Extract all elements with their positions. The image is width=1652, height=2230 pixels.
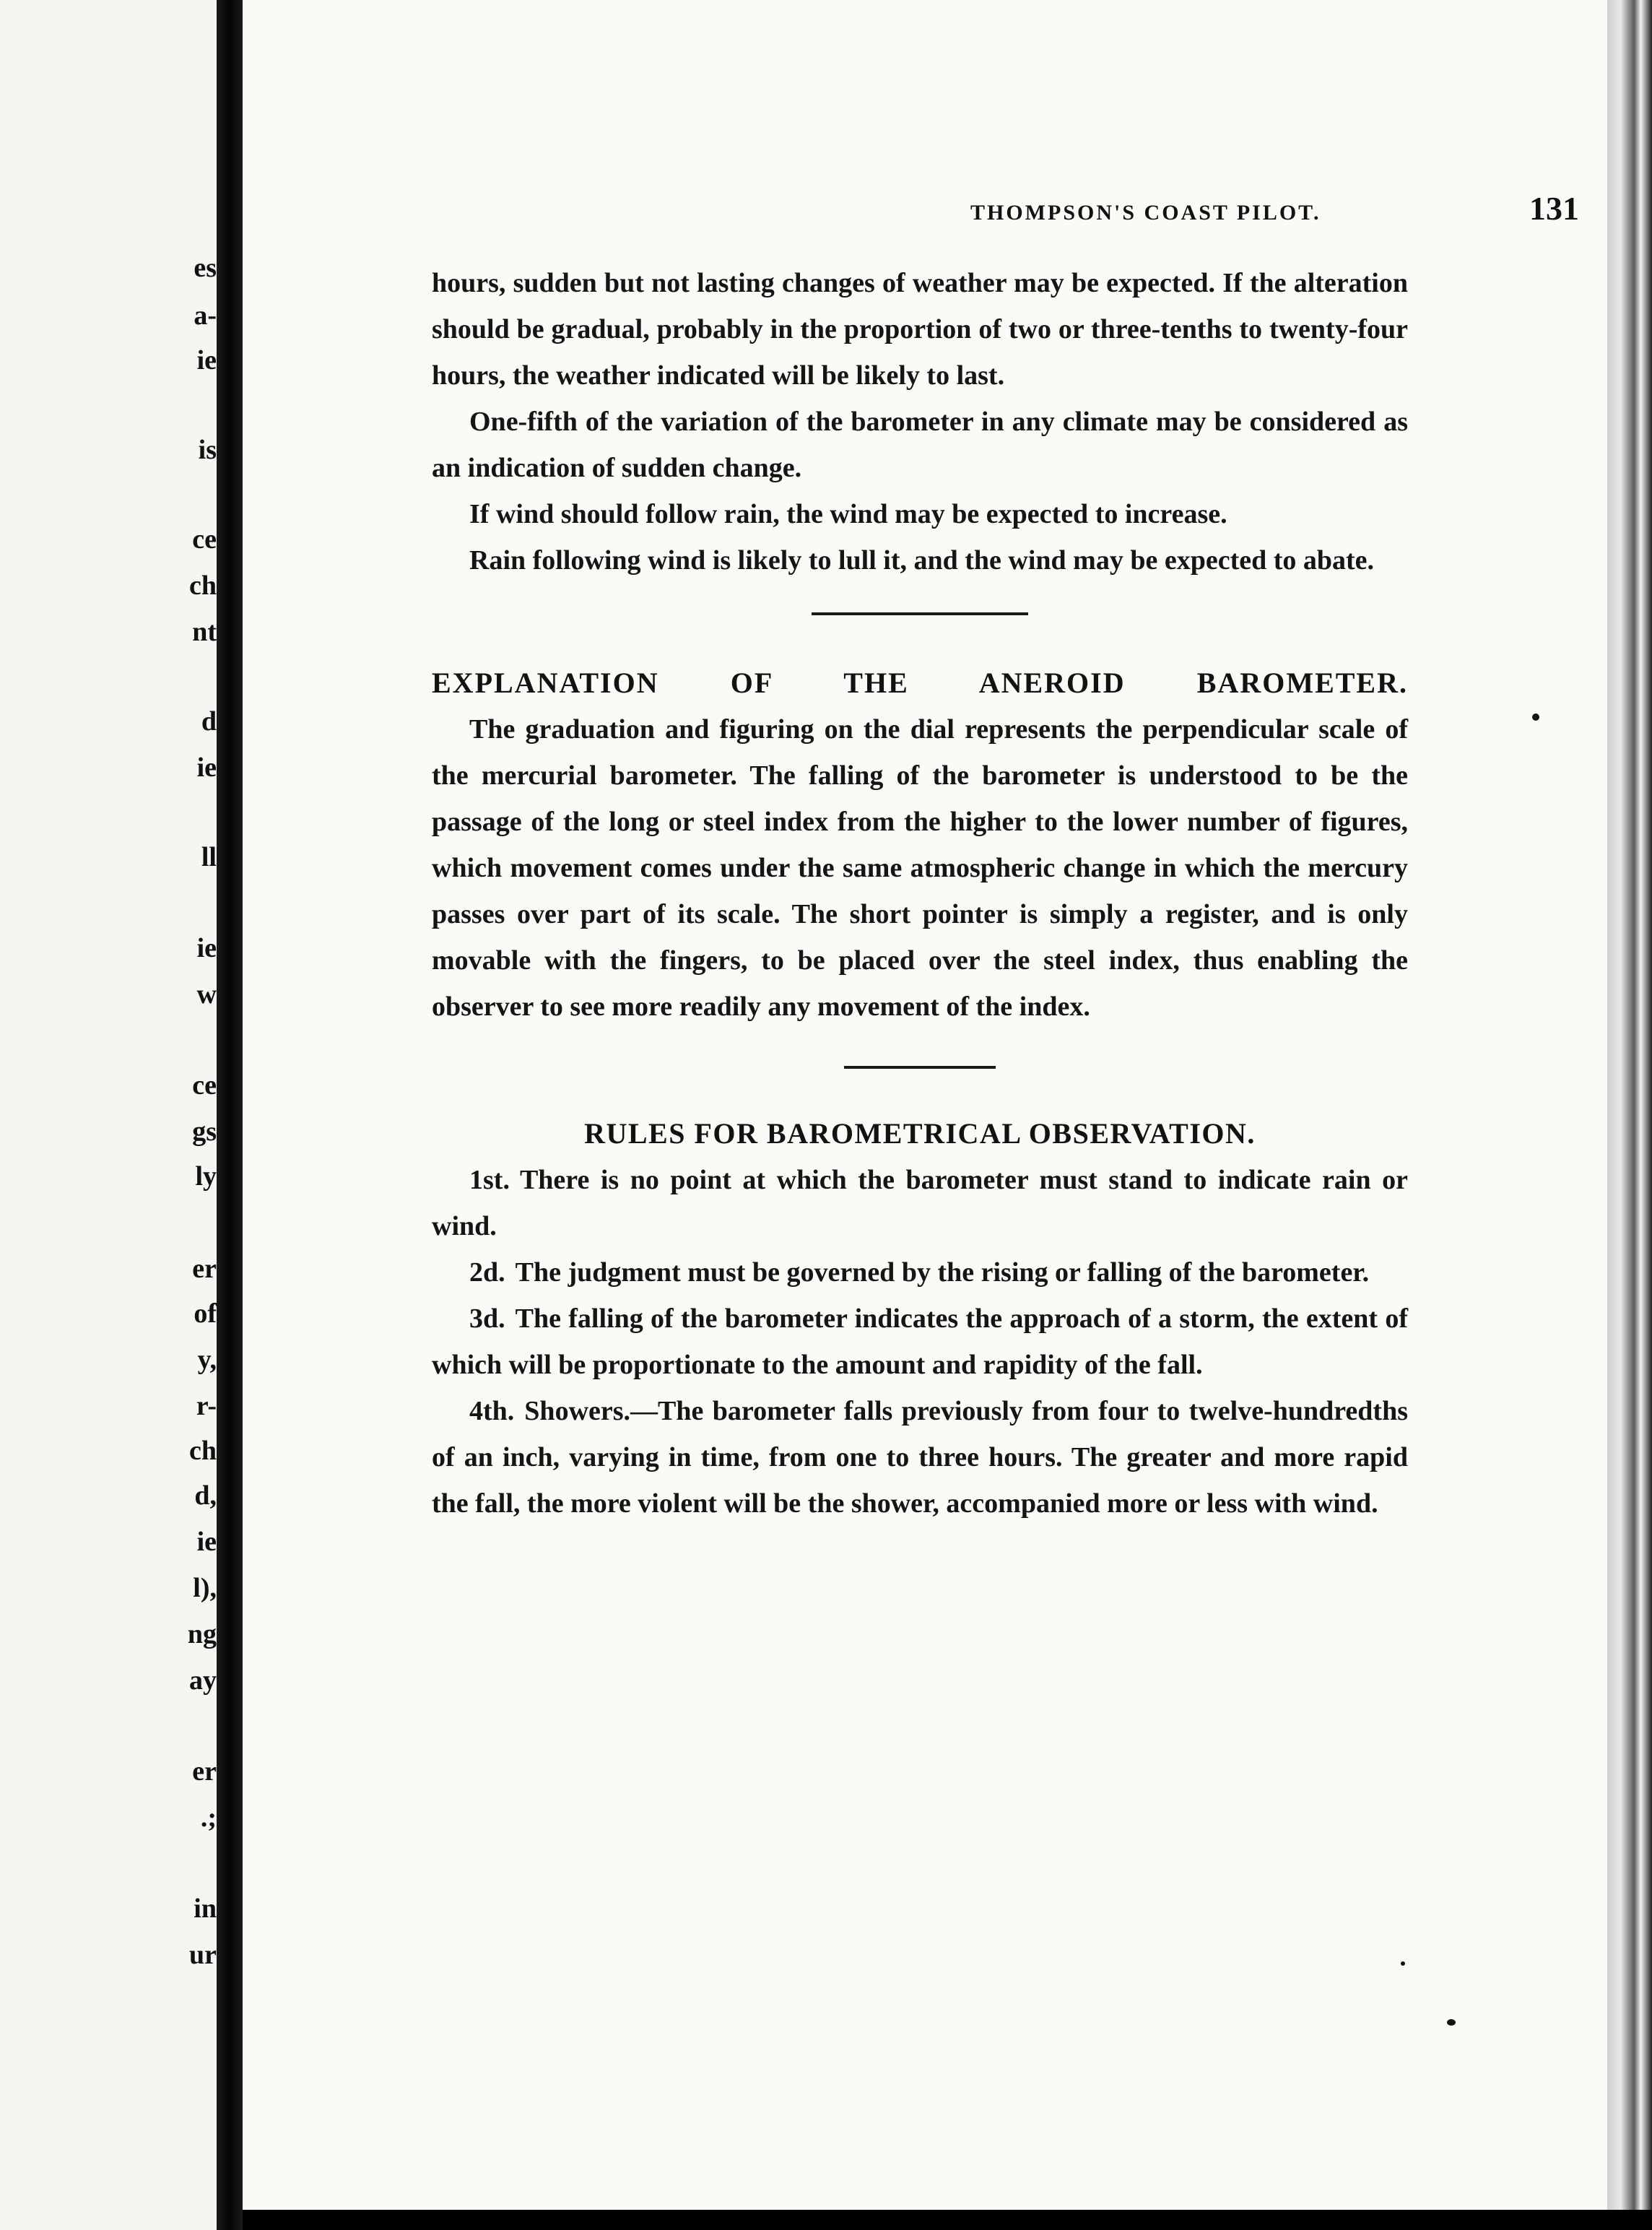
section-heading-rules: RULES FOR BAROMETRICAL OBSERVATION. (584, 1117, 1256, 1150)
book-gutter (217, 0, 243, 2230)
left-page-fragment: ly (195, 1161, 217, 1192)
rule-label: 1st. (469, 1165, 510, 1195)
left-page-fragment: ch (189, 570, 217, 601)
left-page-fragment: ch (189, 1436, 217, 1466)
left-page-fragment: er (192, 1254, 217, 1284)
left-page-fragment: ie (196, 752, 217, 783)
left-page-fragment: y, (197, 1345, 217, 1375)
left-page-fragment: ur (189, 1940, 217, 1970)
paragraph: Rain following wind is likely to lull it, and the wind may be expected to abate. (469, 545, 1375, 576)
left-page-fragment: in (194, 1893, 217, 1924)
rule-item (432, 1388, 1408, 1527)
ink-speck (1447, 2019, 1456, 2026)
left-page-fragment: r- (196, 1391, 217, 1421)
left-page-fragment: ie (196, 1527, 217, 1557)
page-131 (243, 0, 1607, 2210)
page-edge-bottom (243, 2210, 1652, 2230)
paragraph: One-fifth of the variation of the barometer in any climate may be considered as an indication of sudden change. (432, 407, 1408, 483)
left-page-fragment: .; (200, 1802, 217, 1833)
rule-text: The judgment must be governed by the rising or falling of the barometer. (515, 1257, 1370, 1288)
left-page-fragment: d, (194, 1480, 217, 1511)
left-page-fragment: er (192, 1756, 217, 1787)
rule-item (432, 1157, 1408, 1249)
page-body (432, 260, 1408, 1527)
rule-text: Showers.—The barometer falls previously from four to twelve-hundredths of an inch, varying in time, from one to three hours. The greater and more rapid the fall, the more violent will be the shower, accompanied more or less with wind. (432, 1396, 1408, 1519)
left-page-fragment: ng (187, 1619, 217, 1649)
rule-text: The falling of the barometer indicates the approach of a storm, the extent of which will be proportionate to the amount and rapidity of the fall. (432, 1303, 1408, 1380)
left-page-fragment: l), (193, 1573, 217, 1603)
left-page-fragment: nt (192, 617, 217, 647)
left-page-fragment: ay (189, 1665, 217, 1696)
ink-speck (1532, 713, 1539, 721)
left-page-fragment: is (198, 435, 217, 465)
ink-speck (1401, 1961, 1405, 1966)
rule-item (432, 1296, 1408, 1388)
left-page-fragment: of (194, 1298, 217, 1329)
rule-item (432, 1249, 1408, 1296)
left-page-fragment: ie (196, 345, 217, 376)
left-page-fragment: a- (194, 300, 217, 331)
paragraph: The graduation and figuring on the dial represents the perpendicular scale of the mercurial barometer. The falling of the barometer is understood to be the passage of the long or steel index from the higher to the lower number of figures, which movement comes under the same atmospheric change in which the mercury passes over part of its scale. The short pointer is simply a register, and is only movable with the fingers, to be placed over the steel index, thus enabling the observer to see more readily any movement of the index. (432, 714, 1408, 1022)
page-number: 131 (1529, 190, 1579, 227)
rule-label: 2d. (469, 1257, 505, 1288)
left-page-fragment: ce (192, 524, 217, 555)
left-page-fragment: gs (192, 1116, 217, 1147)
left-page-fragment: es (194, 253, 217, 283)
page-edge-right (1607, 0, 1652, 2230)
left-page-fragment: d (201, 706, 217, 737)
running-head: THOMPSON'S COAST PILOT. (970, 201, 1321, 225)
paragraph: If wind should follow rain, the wind may be expected to increase. (469, 499, 1227, 529)
rule-label: 3d. (469, 1303, 505, 1334)
rule-label: 4th. (469, 1396, 515, 1426)
left-page-fragment: w (196, 979, 217, 1010)
rule-text: There is no point at which the barometer must stand to indicate rain or wind. (432, 1165, 1408, 1241)
paragraph: hours, sudden but not lasting changes of weather may be expected. If the alteration should be gradual, probably in the proportion of two or three-tenths to twenty-four hours, the weather indicated will be likely to last. (432, 268, 1408, 391)
left-page-fragment: ll (201, 842, 217, 872)
section-heading-aneroid: EXPLANATION OF THE ANEROID BAROMETER. (432, 667, 1408, 699)
left-facing-page (0, 0, 217, 2230)
left-page-fragment: ce (192, 1070, 217, 1101)
left-page-fragment: ie (196, 933, 217, 963)
page-header (432, 189, 1607, 233)
